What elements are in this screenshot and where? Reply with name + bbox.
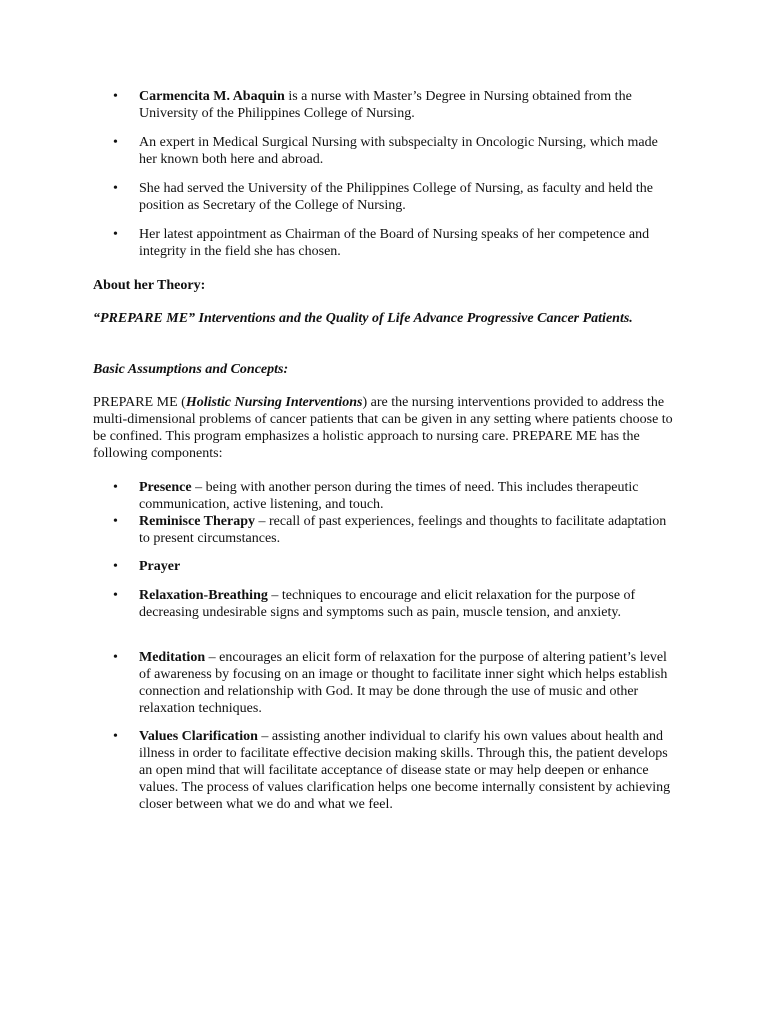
component-term: Reminisce Therapy — [139, 514, 256, 529]
component-desc: – assisting another individual to clarify his own values about health and illness in order to facilitate effective decision making skills. Through this, the patient develops an open mind that will facilitate acceptance of disease state or may help deepen or enhance values. The process of values clarification helps one become internally consistent by achieving closer between what we do and what we feel. — [139, 729, 671, 812]
component-desc: – encourages an elicit form of relaxation for the purpose of altering patient’s level of awareness by focusing on an image or thought to facilitate inner sight which helps establish connection and relationship with God. It may be done through the use of music and other relaxation techniques. — [139, 650, 668, 716]
component-desc: – recall of past experiences, feelings and thoughts to facilitate adaptation to present circumstances. — [139, 514, 667, 546]
intro-lead: PREPARE ME ( — [93, 395, 186, 410]
component-item — [93, 649, 678, 717]
bio-item — [93, 180, 678, 214]
bio-text: An expert in Medical Surgical Nursing with subspecialty in Oncologic Nursing, which made her known both here and abroad. — [139, 135, 658, 167]
component-term: Relaxation-Breathing — [139, 588, 268, 603]
bio-item — [93, 88, 678, 122]
theory-title: “PREPARE ME” Interventions and the Quality of Life Advance Progressive Cancer Patients. — [93, 311, 633, 326]
component-desc: – techniques to encourage and elicit relaxation for the purpose of decreasing undesirable signs and symptoms such as pain, muscle tension, and anxiety. — [139, 588, 636, 620]
intro-rest: ) are the nursing interventions provided to address the multi-dimensional problems of cancer patients that can be given in any setting where patients choose to be confined. This program emphasizes a holistic approach to nursing care. PREPARE ME has the following components: — [93, 395, 673, 461]
bio-text: is a nurse with Master’s Degree in Nursing obtained from the University of the Philippines College of Nursing. — [139, 89, 632, 121]
component-item — [93, 479, 678, 513]
component-item — [93, 728, 678, 813]
about-heading: About her Theory: — [93, 278, 206, 293]
component-term: Meditation — [139, 650, 206, 665]
component-term: Presence — [139, 480, 192, 495]
bio-name: Carmencita M. Abaquin — [139, 89, 285, 104]
bio-text: She had served the University of the Philippines College of Nursing, as faculty and held the position as Secretary of the College of Nursing. — [139, 181, 654, 213]
component-item — [93, 587, 678, 621]
intro-paragraph — [93, 394, 678, 462]
component-desc: – being with another person during the times of need. This includes therapeutic communication, active listening, and touch. — [139, 480, 639, 512]
bio-item — [93, 134, 678, 168]
component-term: Values Clarification — [139, 729, 258, 744]
intro-emphasis: Holistic Nursing Interventions — [185, 395, 363, 410]
bio-text: Her latest appointment as Chairman of the Board of Nursing speaks of her competence and integrity in the field she has chosen. — [139, 227, 650, 259]
component-term: Prayer — [139, 559, 181, 574]
bio-item — [93, 226, 678, 260]
assumptions-heading: Basic Assumptions and Concepts: — [93, 362, 289, 377]
component-item — [93, 513, 678, 547]
component-item — [93, 558, 678, 575]
